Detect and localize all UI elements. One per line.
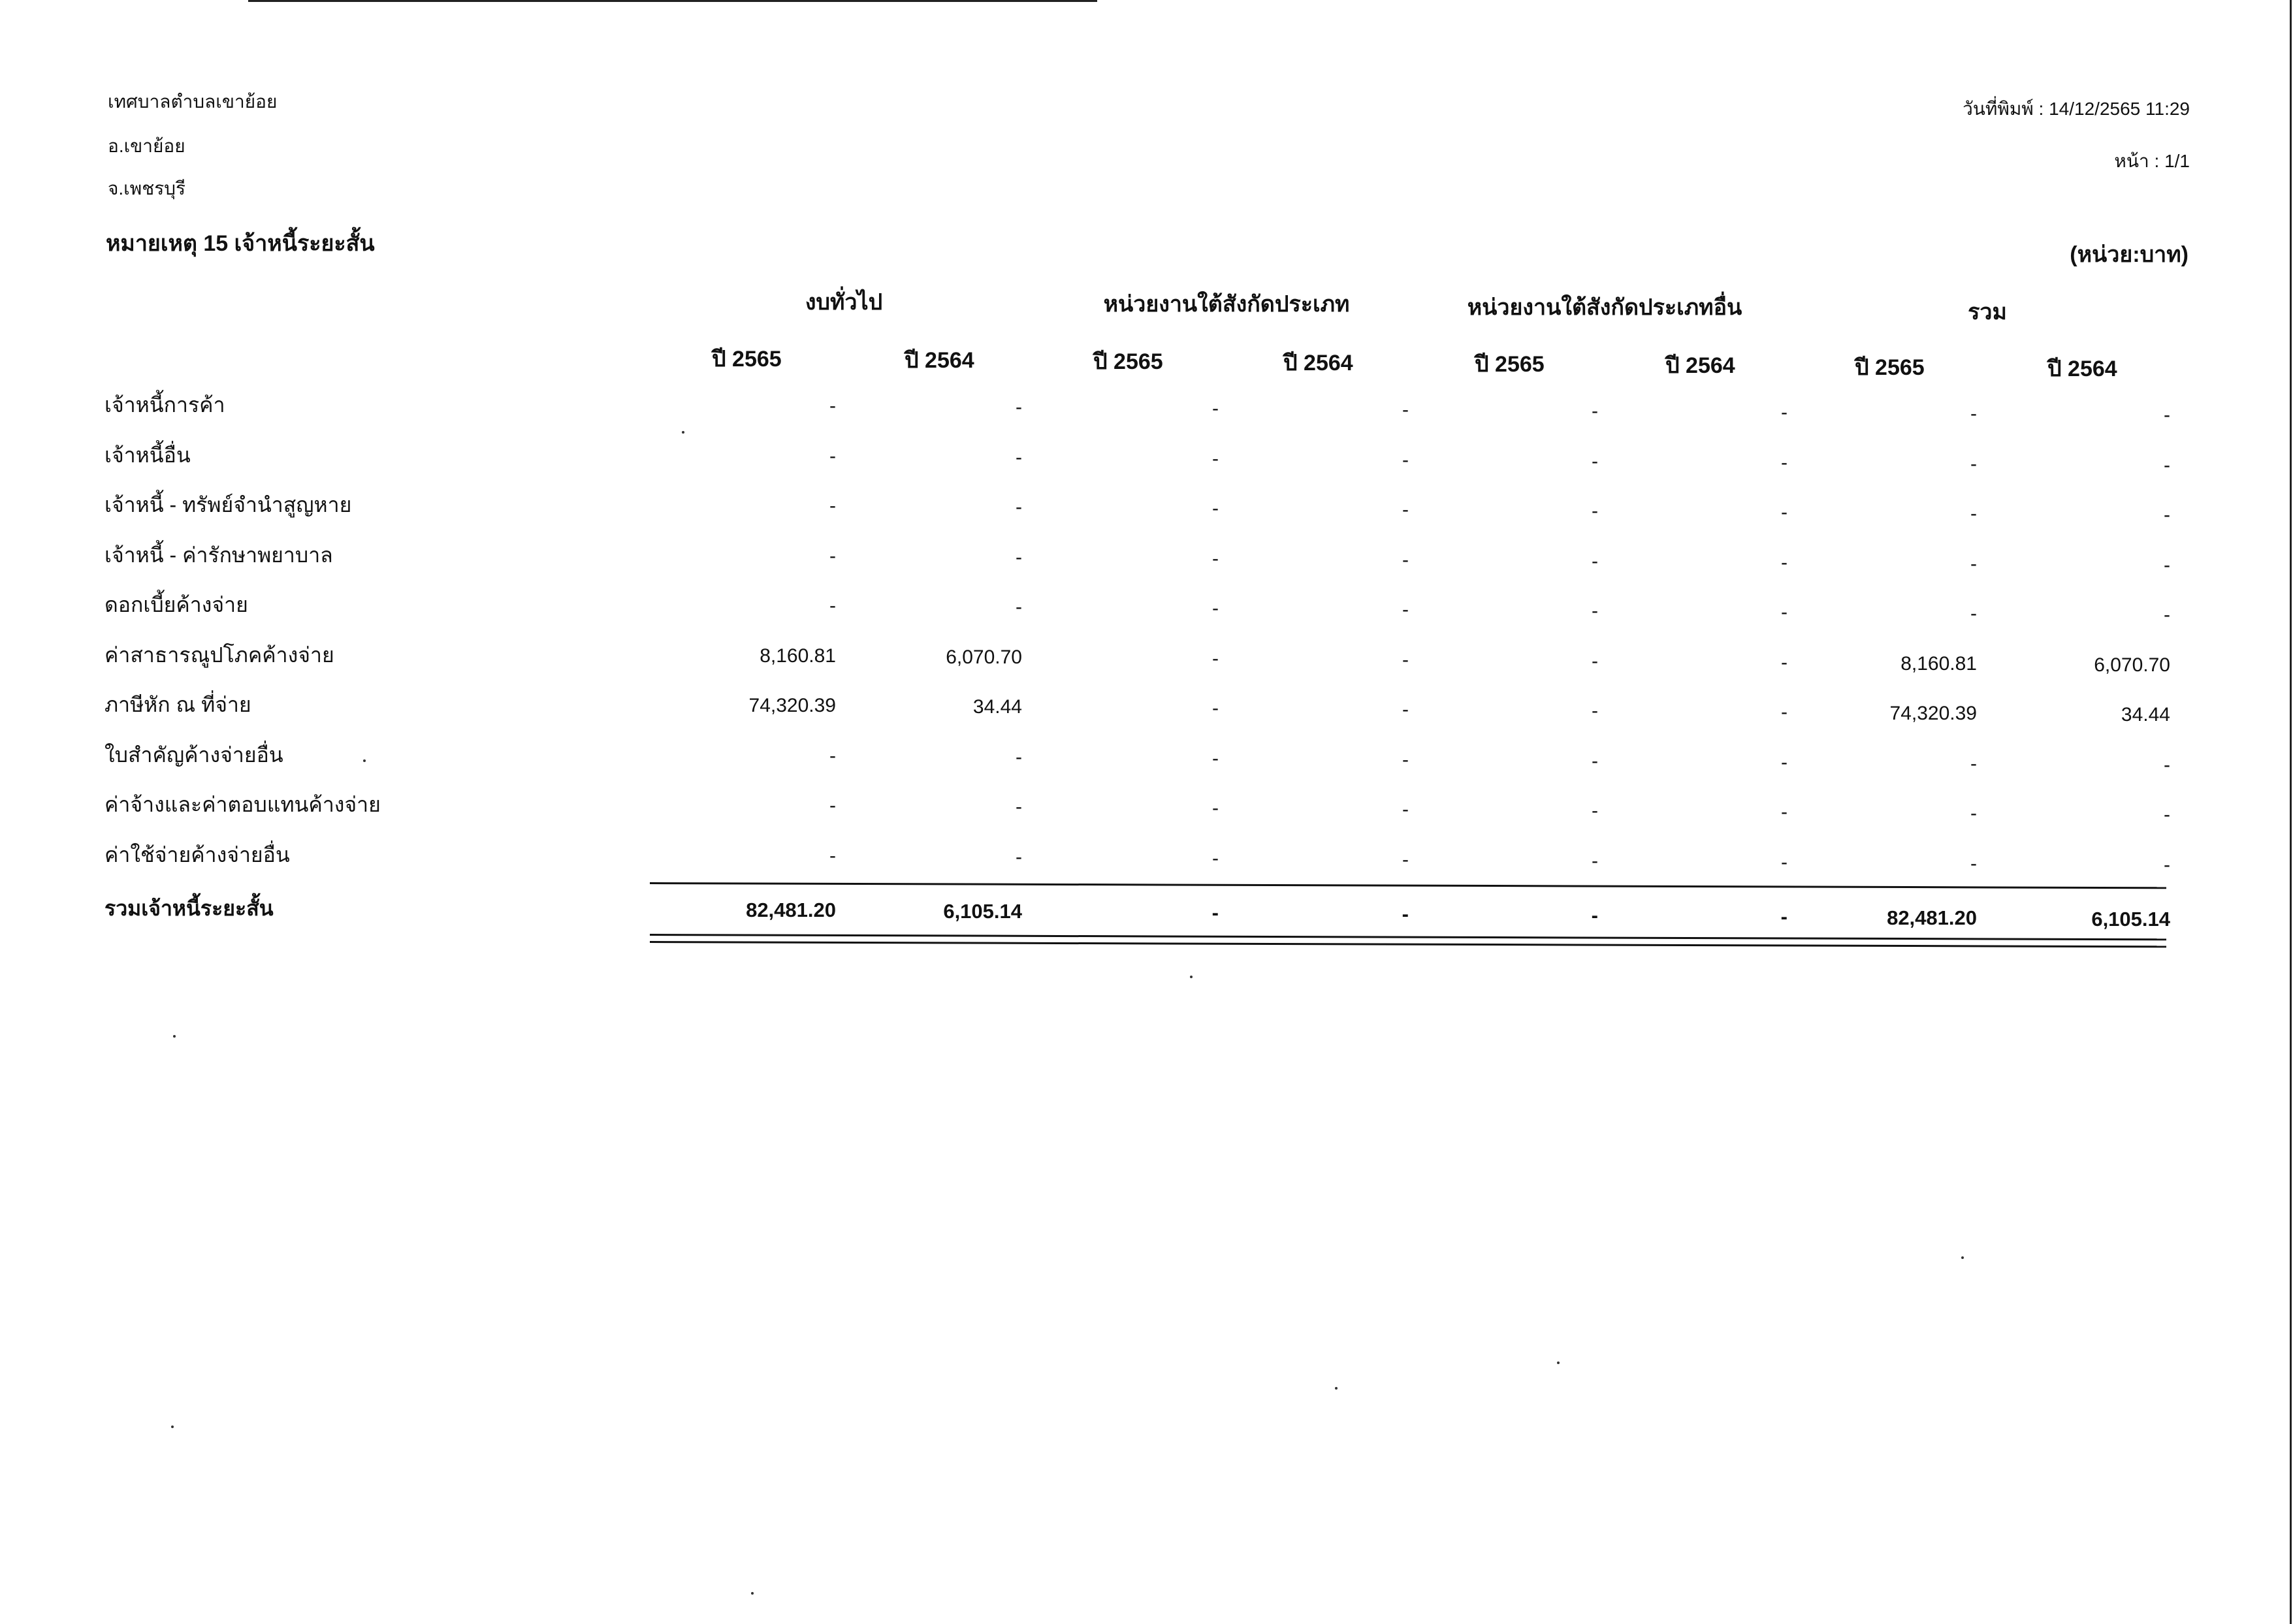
total-cell: - <box>1591 904 1598 927</box>
table-cell: - <box>1212 697 1219 719</box>
table-cell: 74,320.39 <box>748 695 836 716</box>
table-cell: - <box>1781 701 1788 723</box>
table-cell: 8,160.81 <box>760 645 836 667</box>
table-cell: - <box>1402 599 1409 620</box>
total-cell: 82,481.20 <box>746 899 836 921</box>
year-header: ปี 2565 <box>1475 352 1545 377</box>
table-cell: - <box>1402 748 1409 771</box>
scan-speck <box>173 1035 176 1038</box>
table-cell: - <box>1402 399 1409 421</box>
table-cell: - <box>1970 403 1977 424</box>
table-cell: - <box>2164 554 2170 576</box>
org-name: เทศบาลตำบลเขาย้อย <box>108 91 278 112</box>
table-cell: - <box>1970 453 1977 475</box>
scan-speck <box>751 1592 754 1595</box>
table-cell: - <box>1402 648 1409 671</box>
table-cell: 34.44 <box>972 696 1022 718</box>
table-cell: - <box>1592 600 1598 622</box>
table-cell: - <box>1592 550 1598 572</box>
table-cell: - <box>1781 801 1788 823</box>
total-row-label: รวมเจ้าหนี้ระยะสั้น <box>104 897 274 920</box>
table-cell: - <box>1970 552 1977 575</box>
row-label: เจ้าหนี้การค้า <box>104 393 225 417</box>
table-cell: - <box>1212 847 1219 869</box>
row-label: เจ้าหนี้ - ค่ารักษาพยาบาล <box>104 543 333 567</box>
table-cell: - <box>1016 446 1022 468</box>
row-label: เจ้าหนี้ - ทรัพย์จำนำสูญหาย <box>104 493 352 517</box>
table-cell: - <box>1781 451 1788 473</box>
table-cell: - <box>1402 799 1409 820</box>
column-group-total: รวม <box>1968 300 2007 325</box>
table-cell: - <box>829 744 836 767</box>
year-header: ปี 2564 <box>2047 357 2117 381</box>
table-cell: - <box>2164 454 2170 476</box>
table-cell: 6,070.70 <box>2094 654 2170 676</box>
scan-speck <box>1335 1387 1338 1390</box>
scan-speck <box>171 1425 174 1428</box>
table-cell: - <box>1402 549 1409 571</box>
total-cell: - <box>1402 902 1409 925</box>
table-cell: - <box>1592 500 1598 522</box>
table-cell: - <box>1781 601 1788 623</box>
year-header: ปี 2565 <box>712 347 782 372</box>
total-cell: 82,481.20 <box>1887 906 1977 929</box>
table-cell: - <box>2164 504 2170 526</box>
table-cell: - <box>1781 851 1788 873</box>
table-cell: - <box>1212 747 1219 769</box>
scan-speck <box>682 431 684 434</box>
table-cell: - <box>1781 651 1788 673</box>
table-cell: - <box>1592 450 1598 472</box>
table-cell: - <box>1592 800 1598 821</box>
table-cell: - <box>1970 503 1977 524</box>
table-cell: - <box>829 445 836 467</box>
table-cell: - <box>1781 551 1788 573</box>
year-header: ปี 2565 <box>1855 355 1925 380</box>
table-cell: - <box>2164 604 2170 626</box>
column-group-general-budget: งบทั่วไป <box>805 290 883 315</box>
table-cell: - <box>1212 797 1219 819</box>
table-cell: - <box>1781 402 1788 423</box>
unit-label: (หน่วย:บาท) <box>2070 242 2189 267</box>
total-cell: 6,105.14 <box>943 900 1022 923</box>
total-double-rule-lower <box>650 941 2166 947</box>
scan-edge-top <box>248 0 1097 2</box>
table-cell: - <box>1016 496 1022 518</box>
table-cell: - <box>1402 449 1409 471</box>
table-cell: - <box>2164 804 2170 825</box>
total-cell: 6,105.14 <box>2091 908 2170 931</box>
table-cell: - <box>829 795 836 816</box>
scan-edge-right <box>2290 0 2292 1624</box>
table-cell: - <box>1212 447 1219 470</box>
table-cell: - <box>1402 699 1409 720</box>
table-cell: - <box>1592 700 1598 722</box>
table-cell: - <box>1016 796 1022 818</box>
table-cell: - <box>1781 751 1788 773</box>
table-cell: - <box>1016 746 1022 768</box>
district-name: อ.เขาย้อย <box>108 136 185 156</box>
table-cell: - <box>1970 603 1977 624</box>
table-cell: - <box>1970 752 1977 774</box>
scan-speck <box>1190 976 1193 978</box>
table-cell: - <box>2164 754 2170 776</box>
table-cell: - <box>1592 400 1598 422</box>
note-title: หมายเหตุ 15 เจ้าหนี้ระยะสั้น <box>106 231 375 256</box>
scan-speck <box>1961 1256 1964 1259</box>
row-label: ค่าจ้างและค่าตอบแทนค้างจ่าย <box>104 793 381 816</box>
table-cell: 74,320.39 <box>1889 703 1977 724</box>
table-cell: - <box>1212 597 1219 619</box>
table-cell: - <box>1970 803 1977 824</box>
table-cell: - <box>1212 498 1219 519</box>
column-group-sub-agency-other: หน่วยงานใต้สังกัดประเภทอื่น <box>1467 295 1742 320</box>
table-cell: - <box>829 844 836 867</box>
row-label: ค่าใช้จ่ายค้างจ่ายอื่น <box>104 842 290 867</box>
table-cell: - <box>829 495 836 517</box>
province-name: จ.เพชรบุรี <box>108 178 186 199</box>
table-cell: - <box>1016 396 1022 418</box>
row-label: ใบสำคัญค้างจ่ายอื่น <box>104 742 283 767</box>
table-cell: - <box>1592 850 1598 872</box>
table-cell: 8,160.81 <box>1900 652 1977 675</box>
row-label: ค่าสาธารณูปโภคค้างจ่าย <box>104 643 334 667</box>
total-top-rule <box>650 882 2166 889</box>
table-cell: - <box>1016 546 1022 568</box>
row-label: ภาษีหัก ณ ที่จ่าย <box>104 693 251 716</box>
year-header: ปี 2565 <box>1093 349 1163 374</box>
table-cell: - <box>1016 596 1022 618</box>
table-cell: - <box>1402 848 1409 870</box>
row-label: เจ้าหนี้อื่น <box>104 443 191 467</box>
row-label: ดอกเบี้ยค้างจ่าย <box>104 593 248 616</box>
table-cell: - <box>1970 852 1977 874</box>
year-header: ปี 2564 <box>1665 353 1735 378</box>
scan-speck <box>1557 1361 1560 1364</box>
table-cell: 6,070.70 <box>946 646 1022 668</box>
table-cell: - <box>1016 846 1022 868</box>
year-header: ปี 2564 <box>1283 351 1353 375</box>
total-cell: - <box>1780 905 1788 928</box>
scan-speck <box>363 759 366 762</box>
table-cell: - <box>829 395 836 417</box>
page-number: หน้า : 1/1 <box>2114 151 2190 171</box>
total-double-rule-upper <box>650 934 2166 940</box>
table-cell: - <box>829 595 836 616</box>
column-group-sub-agency: หน่วยงานใต้สังกัดประเภท <box>1103 292 1350 317</box>
year-header: ปี 2564 <box>905 348 974 373</box>
print-date: วันที่พิมพ์ : 14/12/2565 11:29 <box>1963 99 2190 119</box>
table-cell: - <box>1592 750 1598 772</box>
table-cell: - <box>1592 650 1598 672</box>
total-cell: - <box>1211 901 1219 924</box>
table-cell: - <box>1212 398 1219 419</box>
table-cell: - <box>1781 502 1788 523</box>
table-cell: - <box>1402 499 1409 520</box>
table-cell: - <box>2164 404 2170 426</box>
table-cell: - <box>1212 547 1219 569</box>
table-cell: - <box>829 545 836 567</box>
table-cell: - <box>1212 647 1219 669</box>
table-cell: 34.44 <box>2121 704 2170 725</box>
table-cell: - <box>2164 853 2170 876</box>
